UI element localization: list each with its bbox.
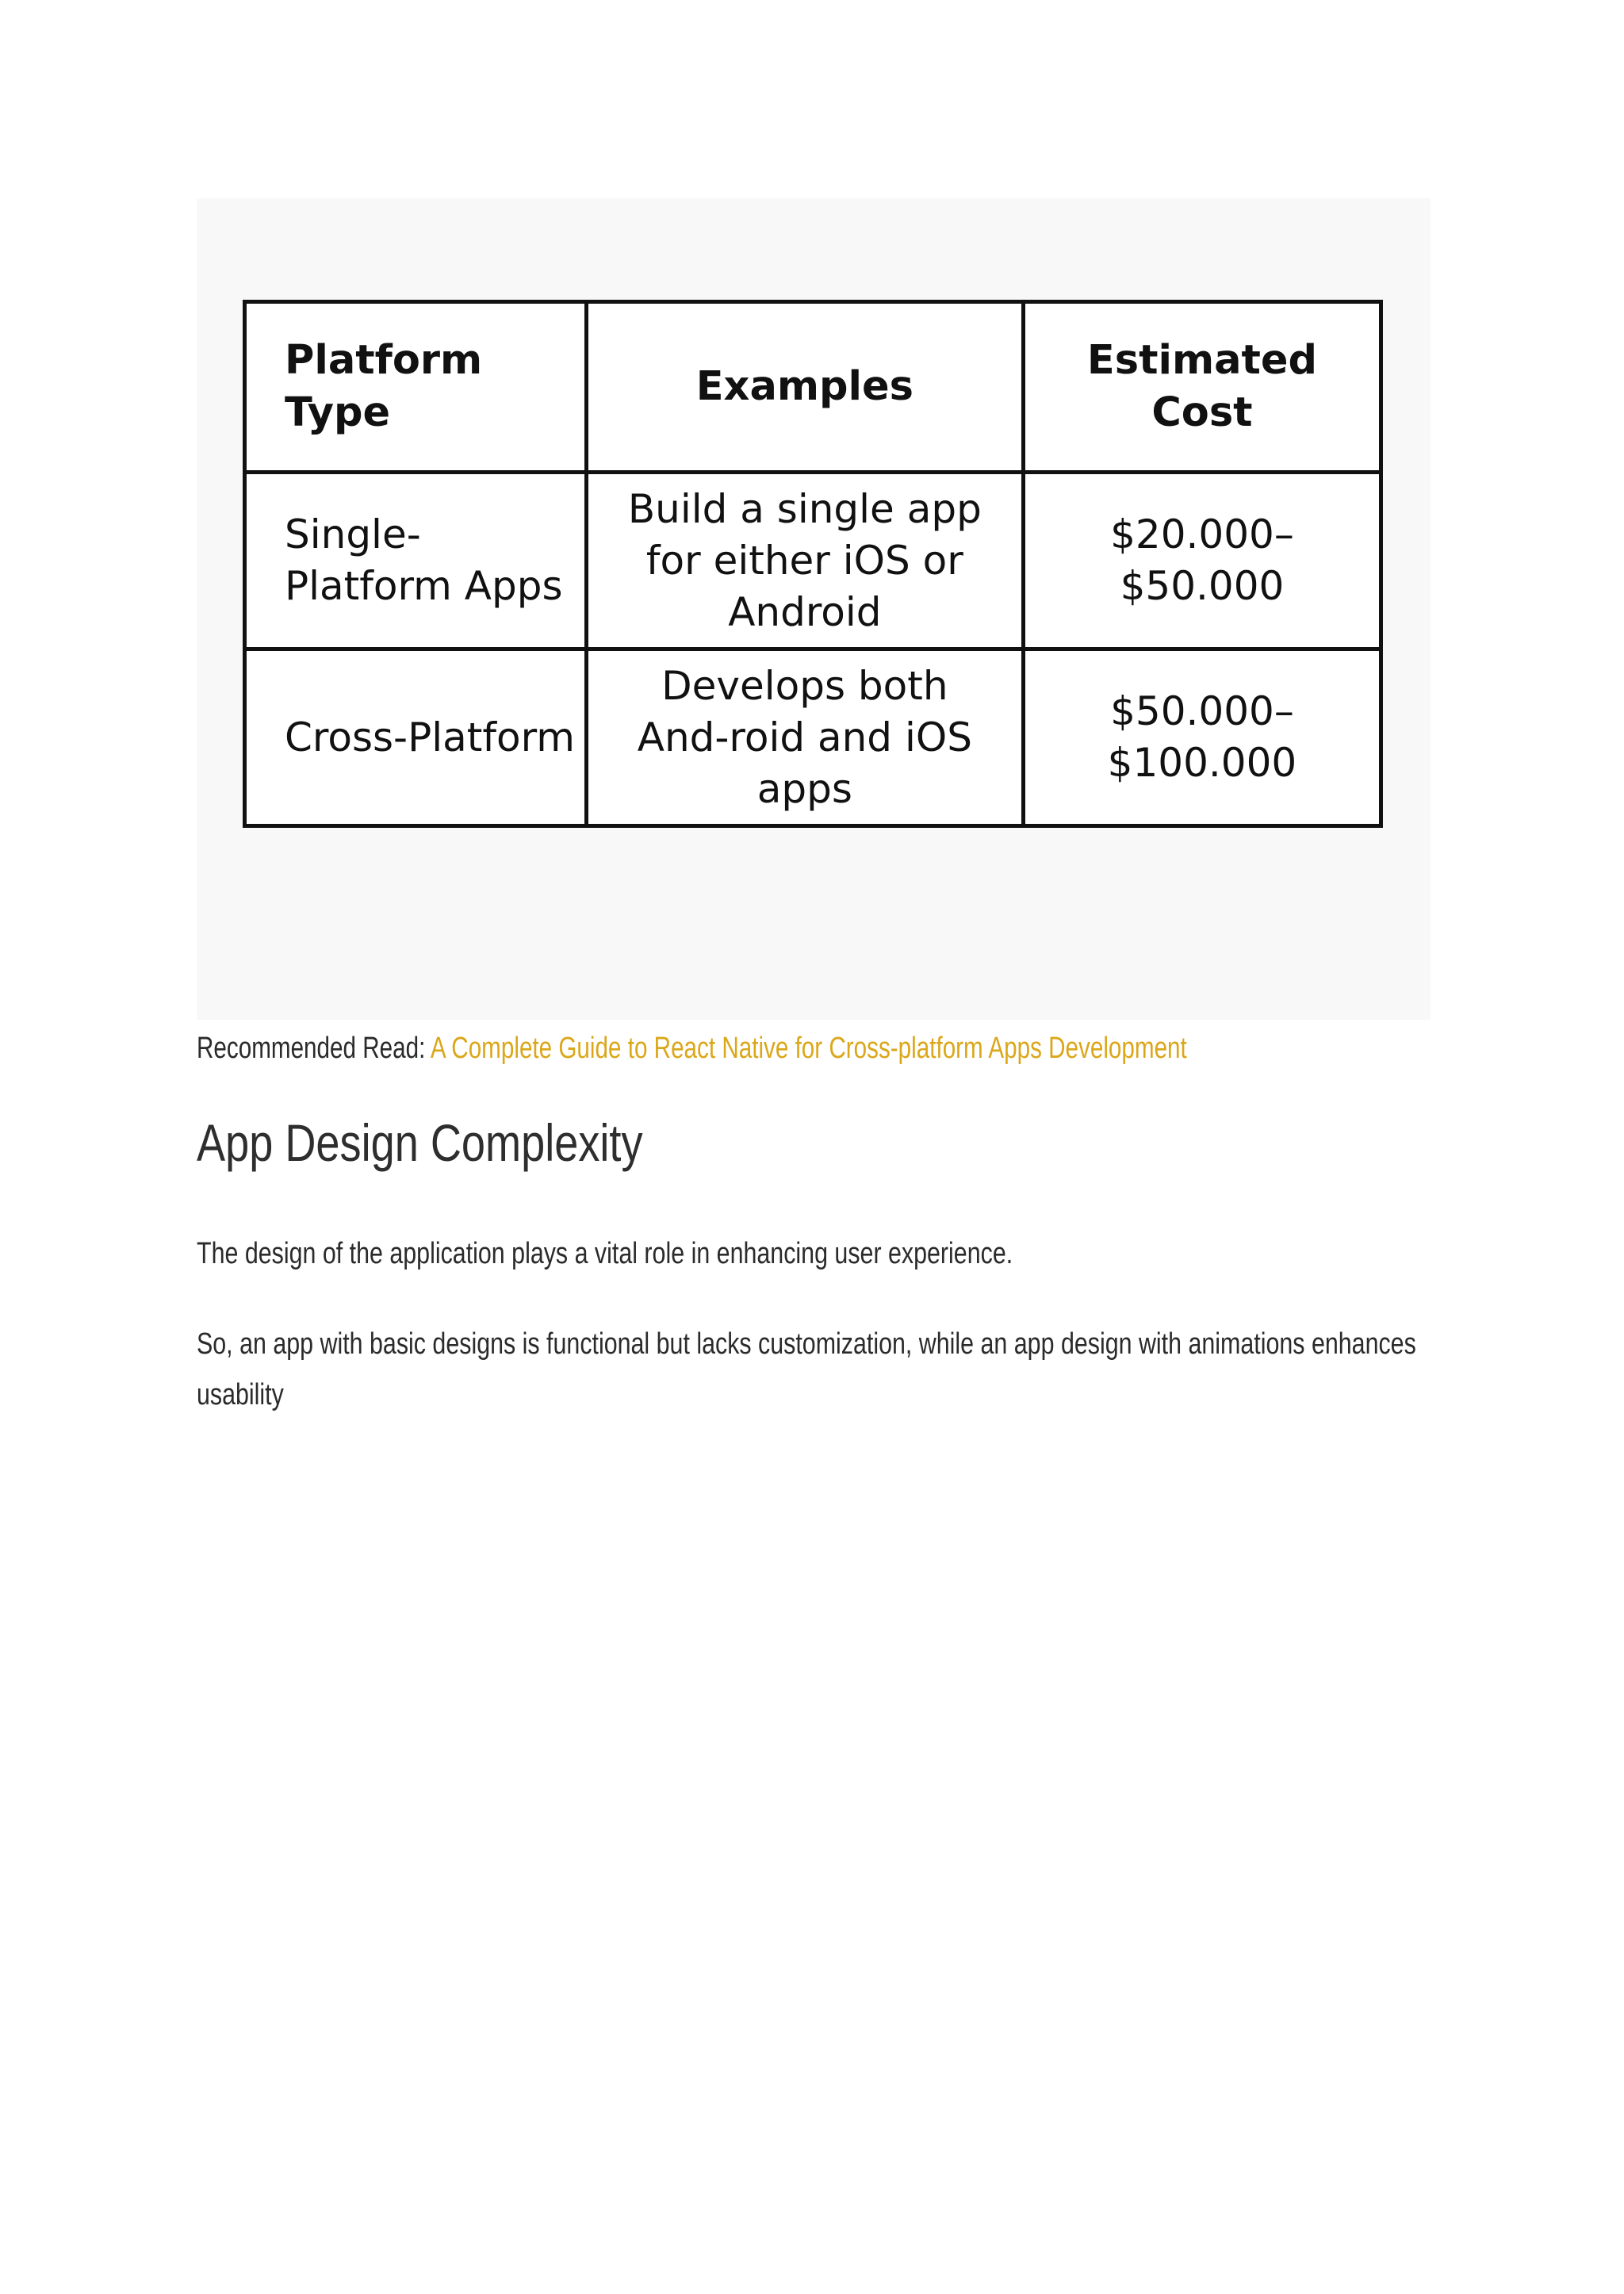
header-examples: Examples xyxy=(586,302,1023,473)
header-platform-type: Platform Type xyxy=(245,302,587,473)
table-cell: $50.000–$100.000 xyxy=(1023,649,1381,826)
recommended-label: Recommended Read: xyxy=(197,1032,431,1065)
body-paragraph: The design of the application plays a vital role in enhancing user experience. xyxy=(197,1237,1013,1271)
table-cell: Single-Platform Apps xyxy=(245,473,587,649)
cost-table-image xyxy=(197,198,1431,1020)
body-paragraph: So, an app with basic designs is functional but lacks customization, while an app design with animations enhances usability xyxy=(197,1327,1416,1412)
recommended-link[interactable]: A Complete Guide to React Native for Cross-platform Apps Development xyxy=(430,1032,1187,1065)
table-cell: Develops both And-roid and iOS apps xyxy=(586,649,1023,826)
header-estimated-cost: Estimated Cost xyxy=(1023,302,1381,473)
platform-cost-table xyxy=(243,300,1383,828)
table-row xyxy=(245,473,1381,649)
article-content xyxy=(197,198,1434,1420)
section-heading: App Design Complexity xyxy=(197,1113,643,1173)
table-row xyxy=(245,649,1381,826)
table-header-row xyxy=(245,302,1381,473)
table-cell: Cross-Platform xyxy=(245,649,587,826)
table-cell: Build a single app for either iOS or Android xyxy=(586,473,1023,649)
table-cell: $20.000–$50.000 xyxy=(1023,473,1381,649)
recommended-read xyxy=(197,1029,1187,1068)
